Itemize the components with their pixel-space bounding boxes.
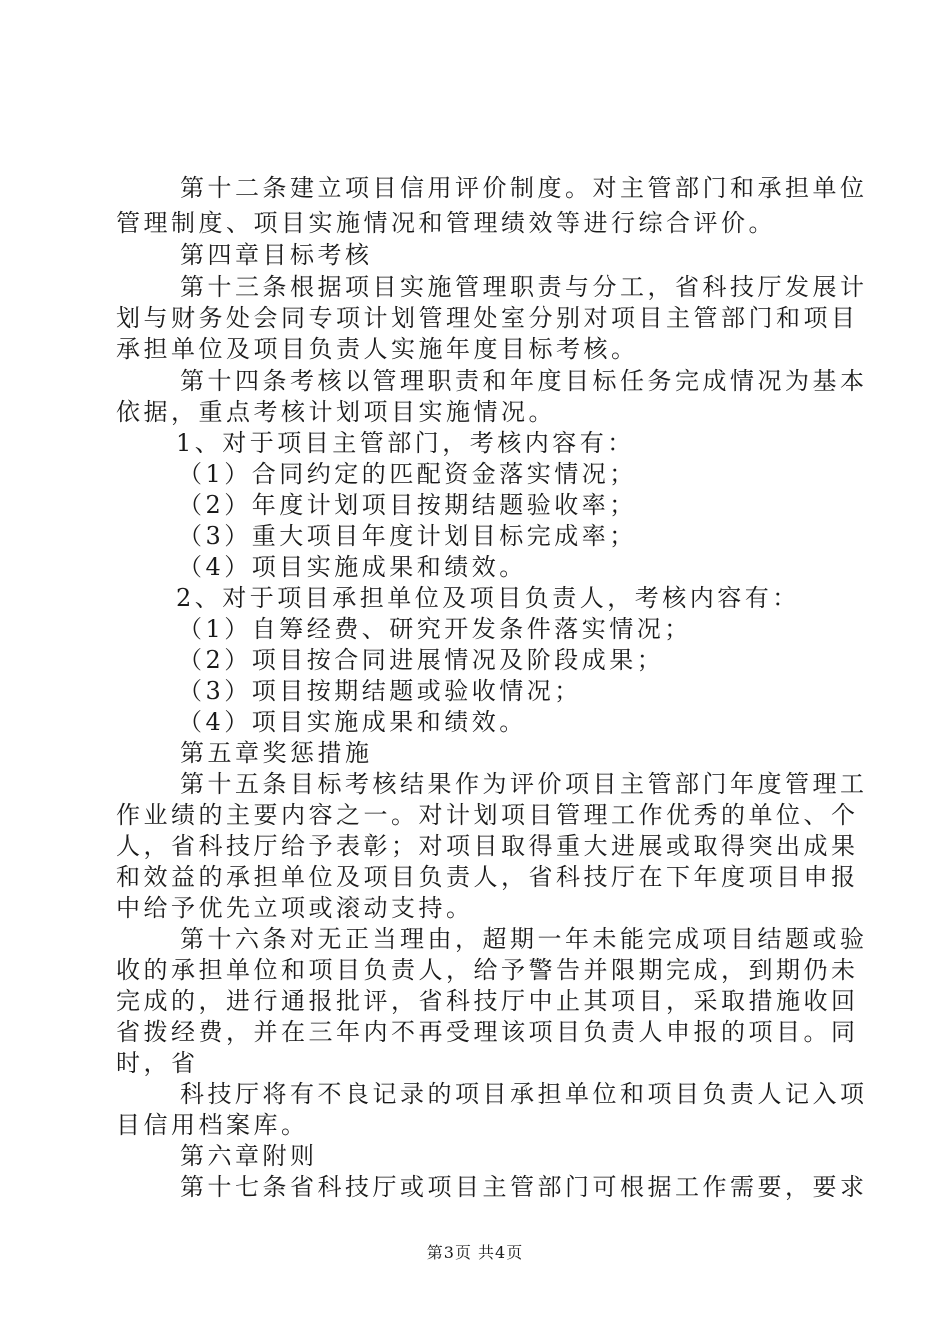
- text-line: 目信用档案库。: [116, 1111, 309, 1139]
- list-item: （2）项目按合同进展情况及阶段成果；: [178, 646, 665, 674]
- text-line: 划与财务处会同专项计划管理处室分别对项目主管部门和项目: [116, 304, 859, 332]
- text-line: 省拨经费，并在三年内不再受理该项目负责人申报的项目。同: [116, 1018, 859, 1046]
- list-item: （1）自筹经费、研究开发条件落实情况；: [178, 615, 692, 643]
- text-line: 收的承担单位和项目负责人，给予警告并限期完成，到期仍未: [116, 956, 859, 984]
- text-line: 第十六条对无正当理由，超期一年未能完成项目结题或验: [180, 925, 868, 953]
- list-heading: 2、对于项目承担单位及项目负责人，考核内容有：: [176, 584, 800, 612]
- text-line: 第十七条省科技厅或项目主管部门可根据工作需要，要求: [180, 1173, 868, 1201]
- text-line: 第十三条根据项目实施管理职责与分工，省科技厅发展计: [180, 273, 868, 301]
- list-heading: 1、对于项目主管部门，考核内容有：: [176, 429, 635, 457]
- list-item: （3）项目按期结题或验收情况；: [178, 677, 582, 705]
- chapter-heading: 第六章附则: [180, 1142, 318, 1170]
- list-item: （4）项目实施成果和绩效。: [178, 553, 527, 581]
- text-line: 承担单位及项目负责人实施年度目标考核。: [116, 335, 639, 363]
- chapter-heading: 第四章目标考核: [180, 241, 373, 269]
- text-line: 第十二条建立项目信用评价制度。对主管部门和承担单位: [180, 174, 868, 202]
- text-line: 人，省科技厅给予表彰；对项目取得重大进展或取得突出成果: [116, 832, 859, 860]
- list-item: （4）项目实施成果和绩效。: [178, 708, 527, 736]
- text-line: 完成的，进行通报批评，省科技厅中止其项目，采取措施收回: [116, 987, 859, 1015]
- list-item: （2）年度计划项目按期结题验收率；: [178, 491, 637, 519]
- text-line: 和效益的承担单位及项目负责人，省科技厅在下年度项目申报: [116, 863, 859, 891]
- list-item: （3）重大项目年度计划目标完成率；: [178, 522, 637, 550]
- text-line: 科技厅将有不良记录的项目承担单位和项目负责人记入项: [180, 1080, 868, 1108]
- text-line: 第十四条考核以管理职责和年度目标任务完成情况为基本: [180, 367, 868, 395]
- text-line: 时，省: [116, 1049, 199, 1077]
- text-line: 第十五条目标考核结果作为评价项目主管部门年度管理工: [180, 770, 868, 798]
- text-line: 中给予优先立项或滚动支持。: [116, 894, 474, 922]
- page-number-footer: 第3页 共4页: [426, 1243, 524, 1262]
- chapter-heading: 第五章奖惩措施: [180, 739, 373, 767]
- list-item: （1）合同约定的匹配资金落实情况；: [178, 460, 637, 488]
- text-line: 作业绩的主要内容之一。对计划项目管理工作优秀的单位、个: [116, 801, 859, 829]
- text-line: 依据，重点考核计划项目实施情况。: [116, 398, 556, 426]
- text-line: 管理制度、项目实施情况和管理绩效等进行综合评价。: [116, 209, 776, 237]
